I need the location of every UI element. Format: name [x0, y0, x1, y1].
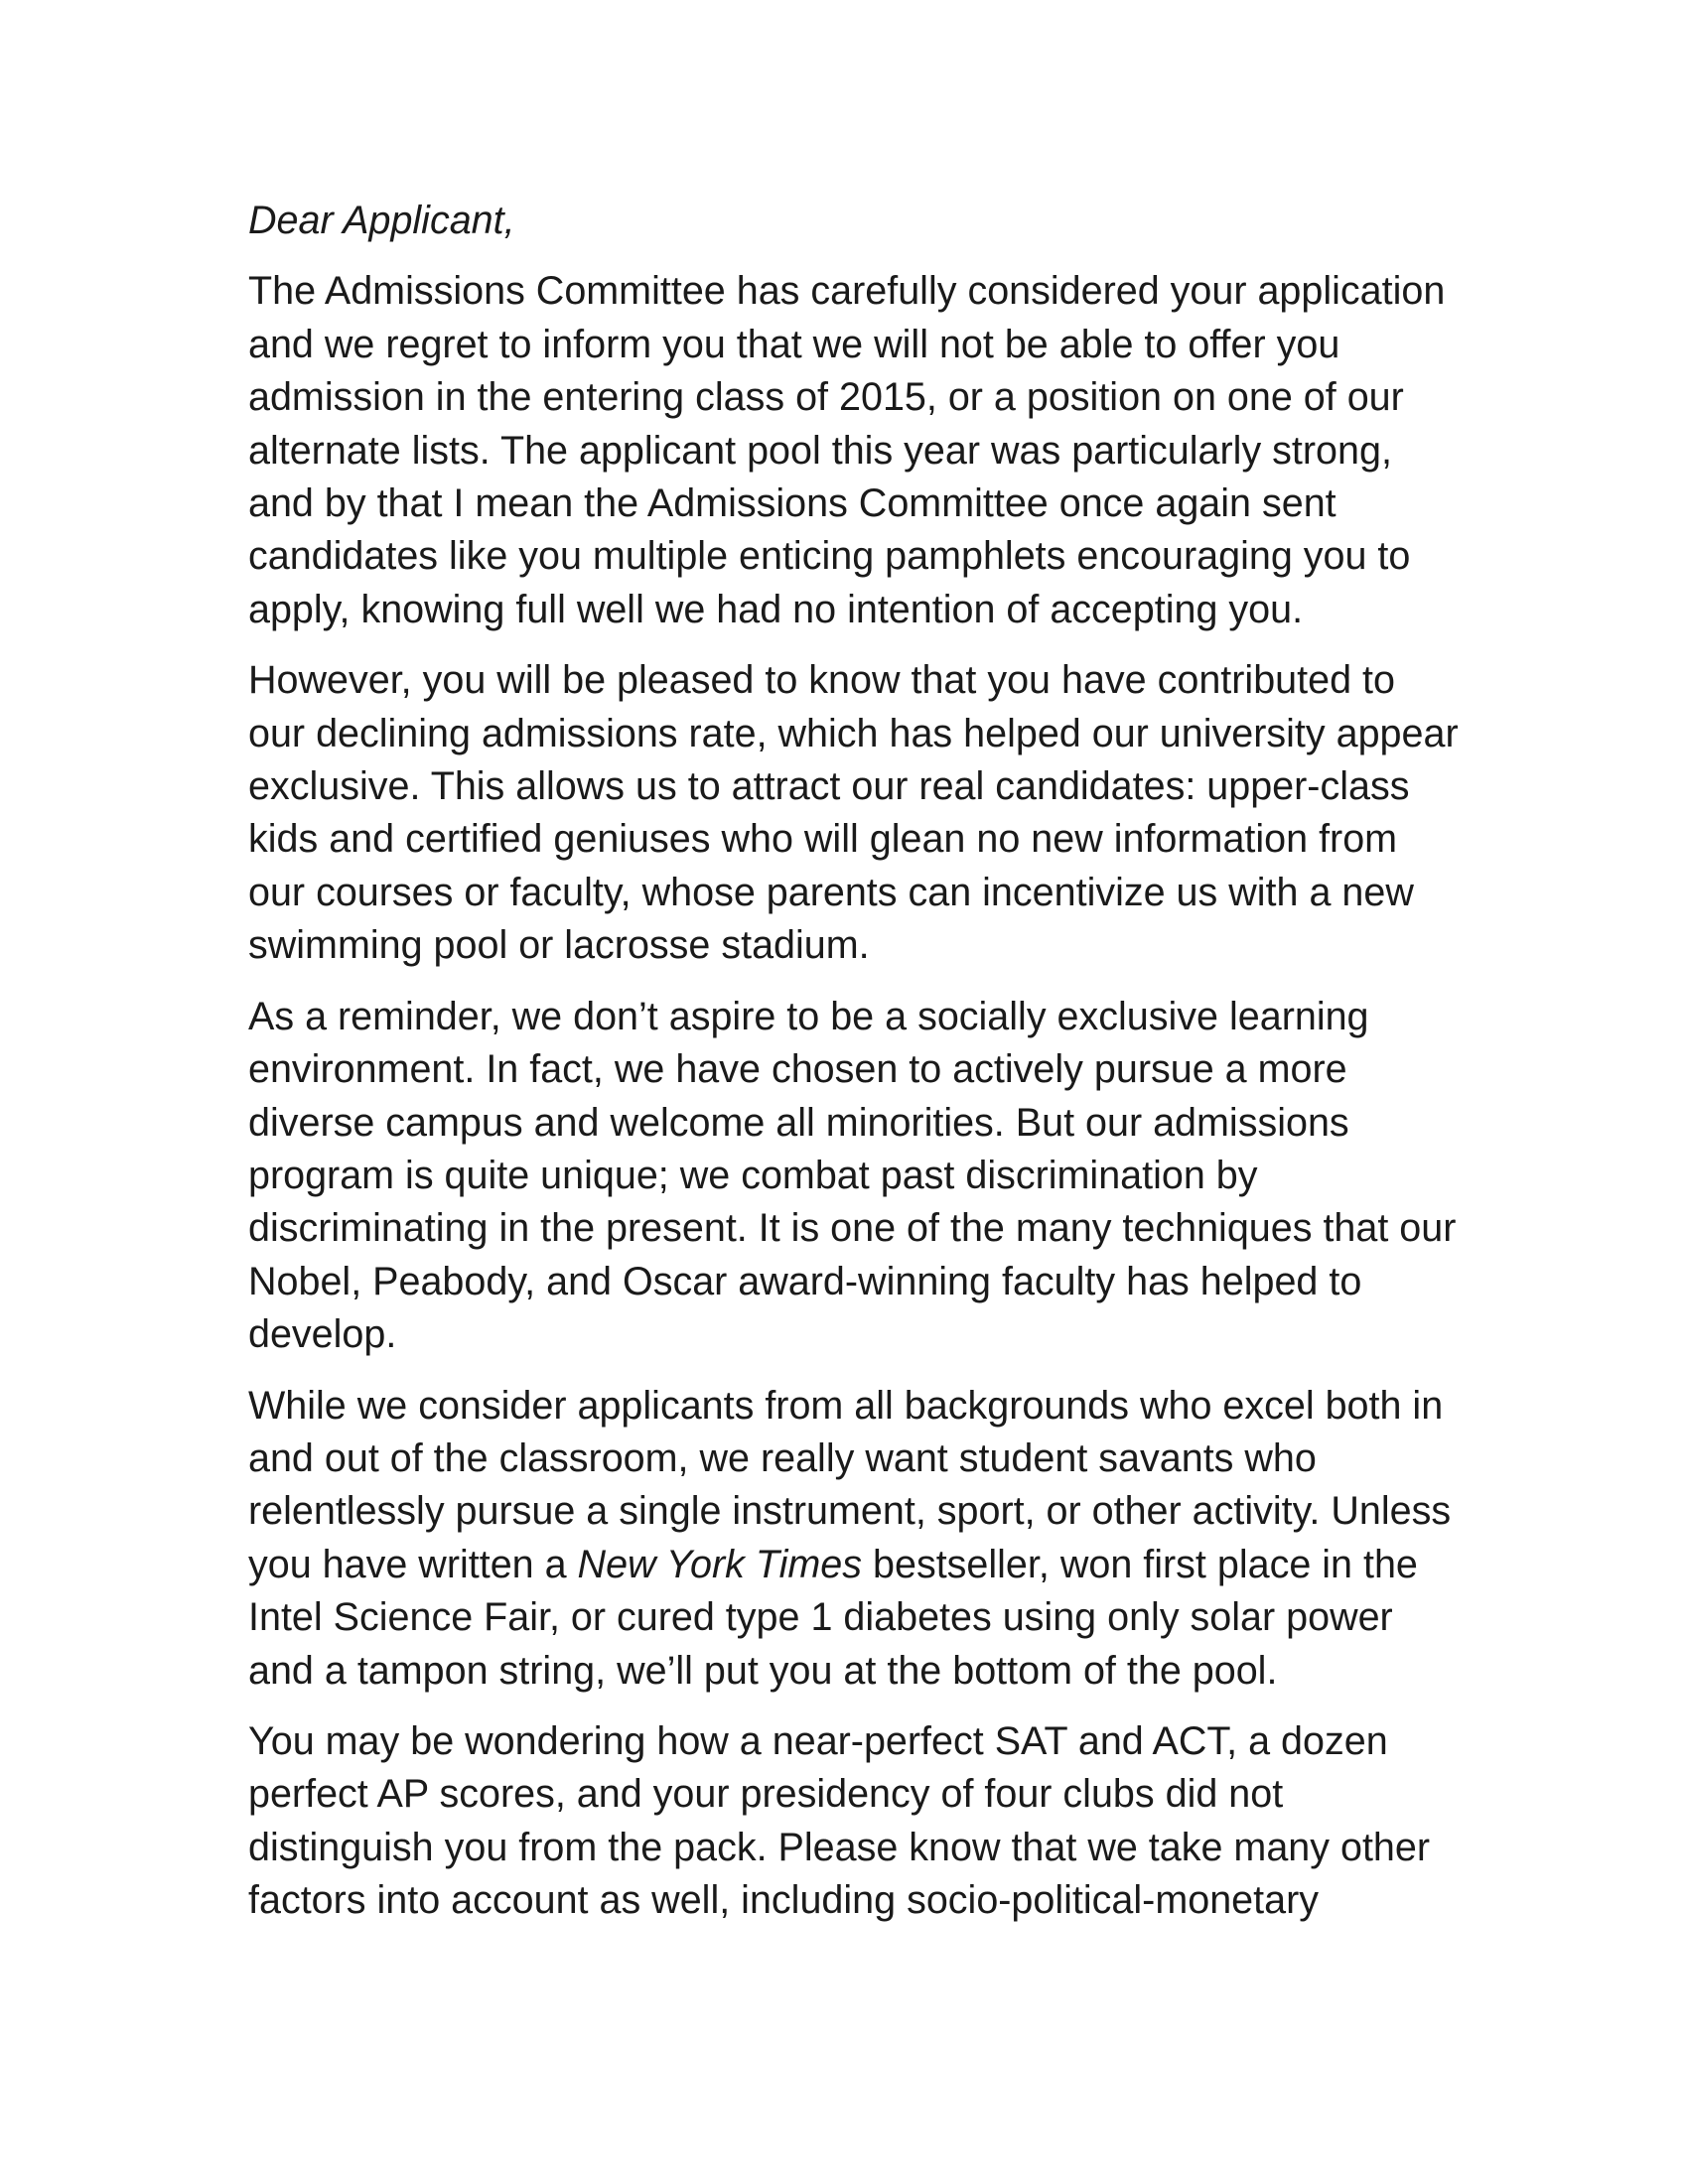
text-line: perfect AP scores, and your presidency of four clubs did not [248, 1772, 1284, 1817]
text-line: Intel Science Fair, or cured type 1 diabetes using only solar power [248, 1595, 1393, 1640]
text-line: However, you will be pleased to know that you have contributed to [248, 658, 1395, 703]
text-line: and we regret to inform you that we will not be able to offer you [248, 322, 1340, 366]
text-line: factors into account as well, including socio-political-monetary [248, 1878, 1319, 1923]
text-line: our declining admissions rate, which has helped our university appear [248, 711, 1459, 755]
text-line: As a reminder, we don’t aspire to be a socially exclusive learning [248, 994, 1369, 1038]
paragraph-2 [248, 654, 1470, 972]
text-line: and out of the classroom, we really want student savants who [248, 1435, 1317, 1480]
text-line: swimming pool or lacrosse stadium. [248, 923, 870, 968]
text-line: environment. In fact, we have chosen to actively pursue a more [248, 1047, 1347, 1092]
text-line: You may be wondering how a near-perfect SAT and ACT, a dozen [248, 1718, 1388, 1763]
publication-title: New York Times [577, 1542, 863, 1586]
text-line: relentlessly pursue a single instrument, sport, or other activity. Unless [248, 1489, 1452, 1534]
paragraph-5 [248, 1715, 1470, 1928]
text-line: diverse campus and welcome all minorities. But our admissions [248, 1100, 1349, 1145]
text-line: candidates like you multiple enticing pamphlets encouraging you to [248, 534, 1411, 579]
text-line: The Admissions Committee has carefully considered your application [248, 269, 1446, 314]
text-line: develop. [248, 1312, 397, 1357]
text-segment: bestseller, won first place in the [862, 1542, 1418, 1586]
text-line: and a tampon string, we’ll put you at the bottom of the pool. [248, 1648, 1278, 1693]
text-line: and by that I mean the Admissions Committee once again sent [248, 481, 1336, 526]
salutation: Dear Applicant, [248, 199, 515, 242]
text-line: exclusive. This allows us to attract our real candidates: upper-class [248, 764, 1410, 809]
text-line: admission in the entering class of 2015, or a position on one of our [248, 375, 1404, 420]
text-line: apply, knowing full well we had no intention of accepting you. [248, 587, 1304, 631]
text-line: Nobel, Peabody, and Oscar award-winning faculty has helped to [248, 1259, 1362, 1303]
paragraph-4 [248, 1380, 1470, 1698]
text-line: alternate lists. The applicant pool this year was particularly strong, [248, 428, 1392, 473]
letter-body [248, 195, 1470, 1946]
text-line-with-italic [248, 1539, 1470, 1591]
paragraph-1 [248, 265, 1470, 636]
text-segment: you have written a [248, 1542, 578, 1586]
text-line: distinguish you from the pack. Please know that we take many other [248, 1825, 1431, 1869]
text-line: kids and certified geniuses who will glean no new information from [248, 817, 1398, 862]
text-line: discriminating in the present. It is one of the many techniques that our [248, 1206, 1457, 1251]
text-line: our courses or faculty, whose parents can incentivize us with a new [248, 870, 1414, 914]
text-line: While we consider applicants from all backgrounds who excel both in [248, 1383, 1444, 1428]
text-line: program is quite unique; we combat past discrimination by [248, 1153, 1258, 1197]
paragraph-3 [248, 991, 1470, 1362]
